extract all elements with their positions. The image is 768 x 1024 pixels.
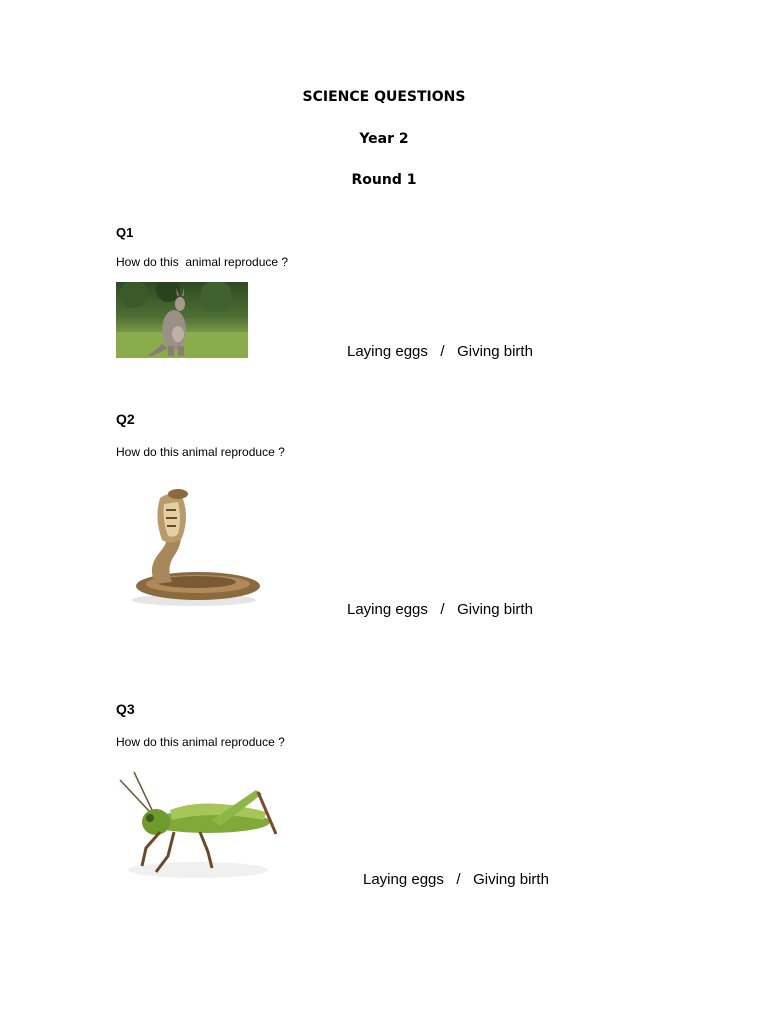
question-label: Q1 — [116, 225, 134, 240]
question-prompt: How do this animal reproduce ? — [116, 735, 285, 749]
page-title: SCIENCE QUESTIONS — [302, 89, 466, 105]
question-prompt: How do this animal reproduce ? — [116, 255, 289, 269]
cobra-image — [116, 488, 266, 608]
grasshopper-image — [116, 770, 278, 886]
round-heading: Round 1 — [351, 172, 417, 188]
answer-options: Laying eggs / Giving birth — [363, 871, 549, 888]
kangaroo-image — [116, 282, 248, 358]
answer-options: Laying eggs / Giving birth — [347, 601, 533, 618]
year-heading: Year 2 — [359, 131, 409, 147]
question-label: Q2 — [116, 411, 135, 427]
question-prompt: How do this animal reproduce ? — [116, 445, 285, 459]
question-label: Q3 — [116, 701, 135, 717]
answer-options: Laying eggs / Giving birth — [347, 343, 533, 360]
